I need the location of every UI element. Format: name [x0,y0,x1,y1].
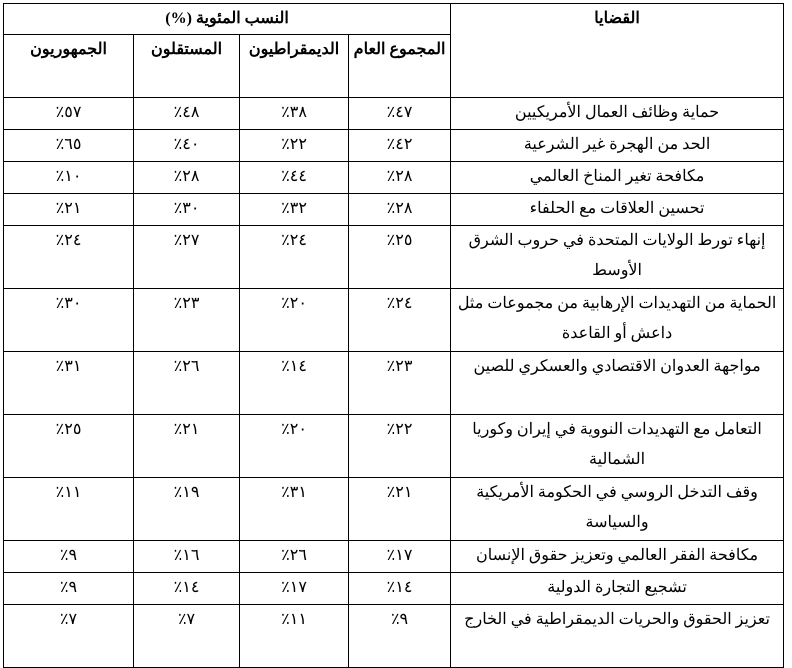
republicans-cell: ٧٪ [4,605,134,668]
republicans-cell: ٢٥٪ [4,415,134,478]
democrats-cell: ٢٢٪ [240,130,349,162]
independents-column-header: المستقلون [134,35,240,98]
total-cell: ٢٢٪ [349,415,451,478]
issue-cell: مواجهة العدوان الاقتصادي والعسكري للصين [451,352,784,415]
total-cell: ٤٧٪ [349,98,451,130]
independents-cell: ٤٠٪ [134,130,240,162]
percentages-group-header: النسب المئوية (%) [4,4,451,35]
issues-header: القضايا [451,4,784,98]
total-cell: ٢١٪ [349,478,451,541]
issue-cell: مكافحة الفقر العالمي وتعزيز حقوق الإنسان [451,541,784,573]
democrats-cell: ٣١٪ [240,478,349,541]
table-row [4,162,784,194]
independents-cell: ٢٨٪ [134,162,240,194]
democrats-cell: ١١٪ [240,605,349,668]
independents-cell: ٢١٪ [134,415,240,478]
table-row [4,573,784,605]
issue-cell: الحد من الهجرة غير الشرعية [451,130,784,162]
issue-cell: إنهاء تورط الولايات المتحدة في حروب الشرق الأوسط [451,226,784,289]
issue-cell: وقف التدخل الروسي في الحكومة الأمريكية والسياسة [451,478,784,541]
table-row [4,98,784,130]
democrats-cell: ٢٦٪ [240,541,349,573]
republicans-cell: ٥٧٪ [4,98,134,130]
issue-cell: مكافحة تغير المناخ العالمي [451,162,784,194]
total-cell: ١٤٪ [349,573,451,605]
republicans-cell: ٩٪ [4,573,134,605]
independents-cell: ١٦٪ [134,541,240,573]
republicans-cell: ٣١٪ [4,352,134,415]
republicans-cell: ٦٥٪ [4,130,134,162]
total-cell: ٢٨٪ [349,162,451,194]
table-row [4,352,784,415]
issues-table [3,3,784,668]
total-cell: ٢٤٪ [349,289,451,352]
democrats-cell: ٣٢٪ [240,194,349,226]
democrats-cell: ٤٤٪ [240,162,349,194]
democrats-cell: ١٧٪ [240,573,349,605]
independents-cell: ٣٠٪ [134,194,240,226]
issue-cell: الحماية من التهديدات الإرهابية من مجموعات مثل داعش أو القاعدة [451,289,784,352]
table-row [4,226,784,289]
total-cell: ٢٣٪ [349,352,451,415]
independents-cell: ٢٦٪ [134,352,240,415]
republicans-cell: ٣٠٪ [4,289,134,352]
independents-cell: ٧٪ [134,605,240,668]
issue-cell: التعامل مع التهديدات النووية في إيران وكوريا الشمالية [451,415,784,478]
total-cell: ٢٨٪ [349,194,451,226]
issue-cell: تعزيز الحقوق والحريات الديمقراطية في الخارج [451,605,784,668]
independents-cell: ٤٨٪ [134,98,240,130]
total-cell: ٢٥٪ [349,226,451,289]
republicans-column-header: الجمهوريون [4,35,134,98]
total-cell: ٤٢٪ [349,130,451,162]
issue-cell: حماية وظائف العمال الأمريكيين [451,98,784,130]
republicans-cell: ١٠٪ [4,162,134,194]
issue-cell: تحسين العلاقات مع الحلفاء [451,194,784,226]
table-row [4,415,784,478]
table-row [4,605,784,668]
total-cell: ١٧٪ [349,541,451,573]
republicans-cell: ١١٪ [4,478,134,541]
democrats-cell: ٢٠٪ [240,289,349,352]
independents-cell: ١٩٪ [134,478,240,541]
independents-cell: ٢٣٪ [134,289,240,352]
total-cell: ٩٪ [349,605,451,668]
table-row [4,541,784,573]
table-row [4,478,784,541]
democrats-column-header: الديمقراطيون [240,35,349,98]
independents-cell: ١٤٪ [134,573,240,605]
republicans-cell: ٢٤٪ [4,226,134,289]
democrats-cell: ١٤٪ [240,352,349,415]
total-column-header: المجموع العام [349,35,451,98]
democrats-cell: ٢٤٪ [240,226,349,289]
republicans-cell: ٢١٪ [4,194,134,226]
democrats-cell: ٣٨٪ [240,98,349,130]
independents-cell: ٢٧٪ [134,226,240,289]
republicans-cell: ٩٪ [4,541,134,573]
democrats-cell: ٢٠٪ [240,415,349,478]
table-row [4,289,784,352]
issue-cell: تشجيع التجارة الدولية [451,573,784,605]
table-row [4,194,784,226]
table-row [4,130,784,162]
